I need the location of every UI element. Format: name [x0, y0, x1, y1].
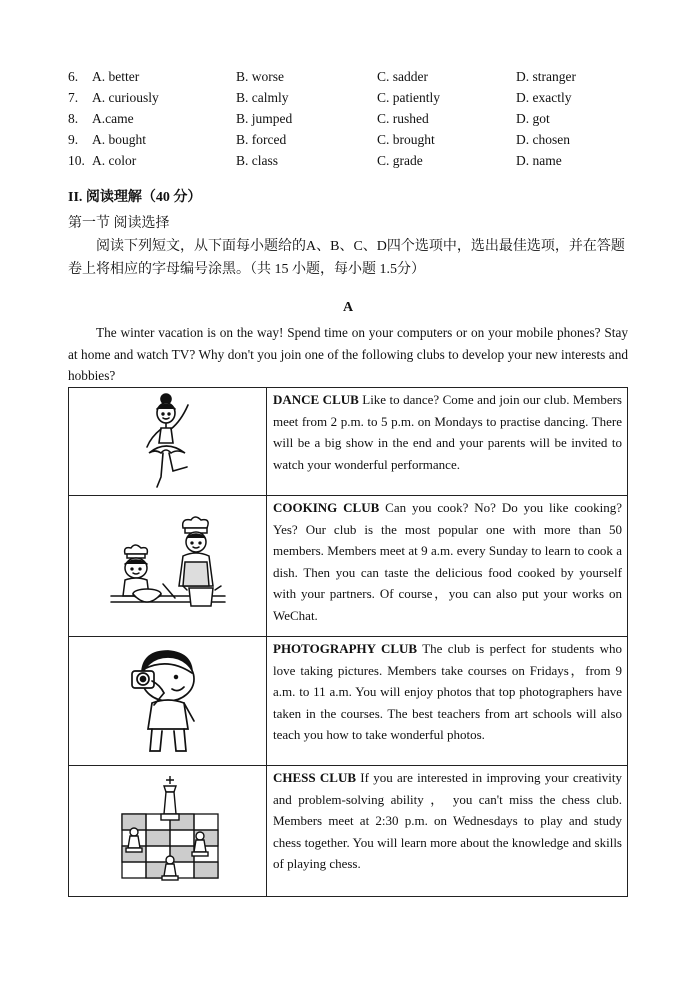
question-number: 7. — [68, 90, 79, 105]
photographer-icon — [130, 647, 206, 757]
option-row — [68, 129, 668, 150]
option-row — [68, 150, 668, 171]
club-description — [267, 388, 628, 496]
picture-cell — [69, 496, 267, 637]
option-d: D. got — [516, 111, 550, 126]
option-b: B. calmly — [236, 90, 289, 105]
option-row — [68, 66, 668, 87]
club-name: PHOTOGRAPHY CLUB — [273, 641, 418, 656]
picture-cell — [69, 388, 267, 496]
club-name: COOKING CLUB — [273, 500, 380, 515]
option-a: A.came — [92, 111, 134, 126]
club-description — [267, 766, 628, 897]
options-list — [68, 66, 668, 171]
club-name: DANCE CLUB — [273, 392, 359, 407]
chess-icon — [116, 774, 220, 886]
dancer-icon — [133, 391, 203, 493]
option-a: A. bought — [92, 132, 146, 147]
option-d: D. name — [516, 153, 562, 168]
chefs-icon — [103, 514, 233, 626]
option-a: A. better — [92, 69, 140, 84]
option-row — [68, 108, 668, 129]
table-row — [69, 766, 628, 897]
club-name: CHESS CLUB — [273, 770, 357, 785]
club-text: The club is perfect for students who love taking pictures. Members take courses on Fridays，from 9 a.m. to 11 a.m. You will enjoy photos that top photographers have taken in the courses. The best teachers from art schools will also teach you how to take wonderful photos. — [273, 641, 622, 742]
table-row — [69, 388, 628, 496]
option-c: C. patiently — [377, 90, 440, 105]
club-description — [267, 637, 628, 766]
club-text: Can you cook? No? Do you like cooking? Yes? Our club is the most popular one with more than 50 members. Members meet at 9 a.m. every Sunday to learn to cook a dish. Then you can taste the delicious food cooked by yourself with your partners. Of course，you can also put your works on WeChat. — [273, 500, 622, 623]
club-text: If you are interested in improving your creativity and problem-solving ability ， you can't miss the chess club. Members meet at 2:30 p.m. on Wednesdays to play and study chess together. You will learn more about the knowledge and skills of playing chess. — [273, 770, 622, 871]
club-text: Like to dance? Come and join our club. Members meet from 2 p.m. to 5 p.m. on Mondays to practise dancing. There will be a big show in the end and your parents will be invited to watch your wonderful performance. — [273, 392, 622, 472]
option-c: C. rushed — [377, 111, 429, 126]
option-c: C. grade — [377, 153, 423, 168]
passage-intro: The winter vacation is on the way! Spend time on your computers or on your mobile phones? Stay at home and watch TV? Why don't you join one of the following clubs to develop your new interests and hobbies? — [68, 325, 628, 383]
table-row — [69, 637, 628, 766]
section-subtitle: 第一节 阅读选择 — [68, 216, 170, 231]
question-number: 8. — [68, 111, 79, 126]
option-a: A. curiously — [92, 90, 159, 105]
instructions: 阅读下列短文，从下面每小题给的A、B、C、D四个选项中，选出最佳选项，并在答题卷上将相应的字母编号涂黑。（共 15 小题，每小题 1.5分） — [68, 239, 625, 277]
clubs-table — [68, 387, 628, 897]
question-number: 9. — [68, 132, 79, 147]
option-b: B. jumped — [236, 111, 293, 126]
section-title: II. 阅读理解（40 分） — [68, 190, 202, 205]
option-b: B. forced — [236, 132, 287, 147]
club-description — [267, 496, 628, 637]
question-number: 10. — [68, 153, 85, 168]
table-row — [69, 496, 628, 637]
option-d: D. chosen — [516, 132, 570, 147]
picture-cell — [69, 637, 267, 766]
option-c: C. sadder — [377, 69, 428, 84]
option-d: D. exactly — [516, 90, 572, 105]
option-d: D. stranger — [516, 69, 576, 84]
option-row — [68, 87, 668, 108]
passage-letter: A — [342, 300, 354, 315]
option-b: B. class — [236, 153, 278, 168]
question-number: 6. — [68, 69, 79, 84]
option-c: C. brought — [377, 132, 435, 147]
option-a: A. color — [92, 153, 137, 168]
option-b: B. worse — [236, 69, 284, 84]
picture-cell — [69, 766, 267, 897]
